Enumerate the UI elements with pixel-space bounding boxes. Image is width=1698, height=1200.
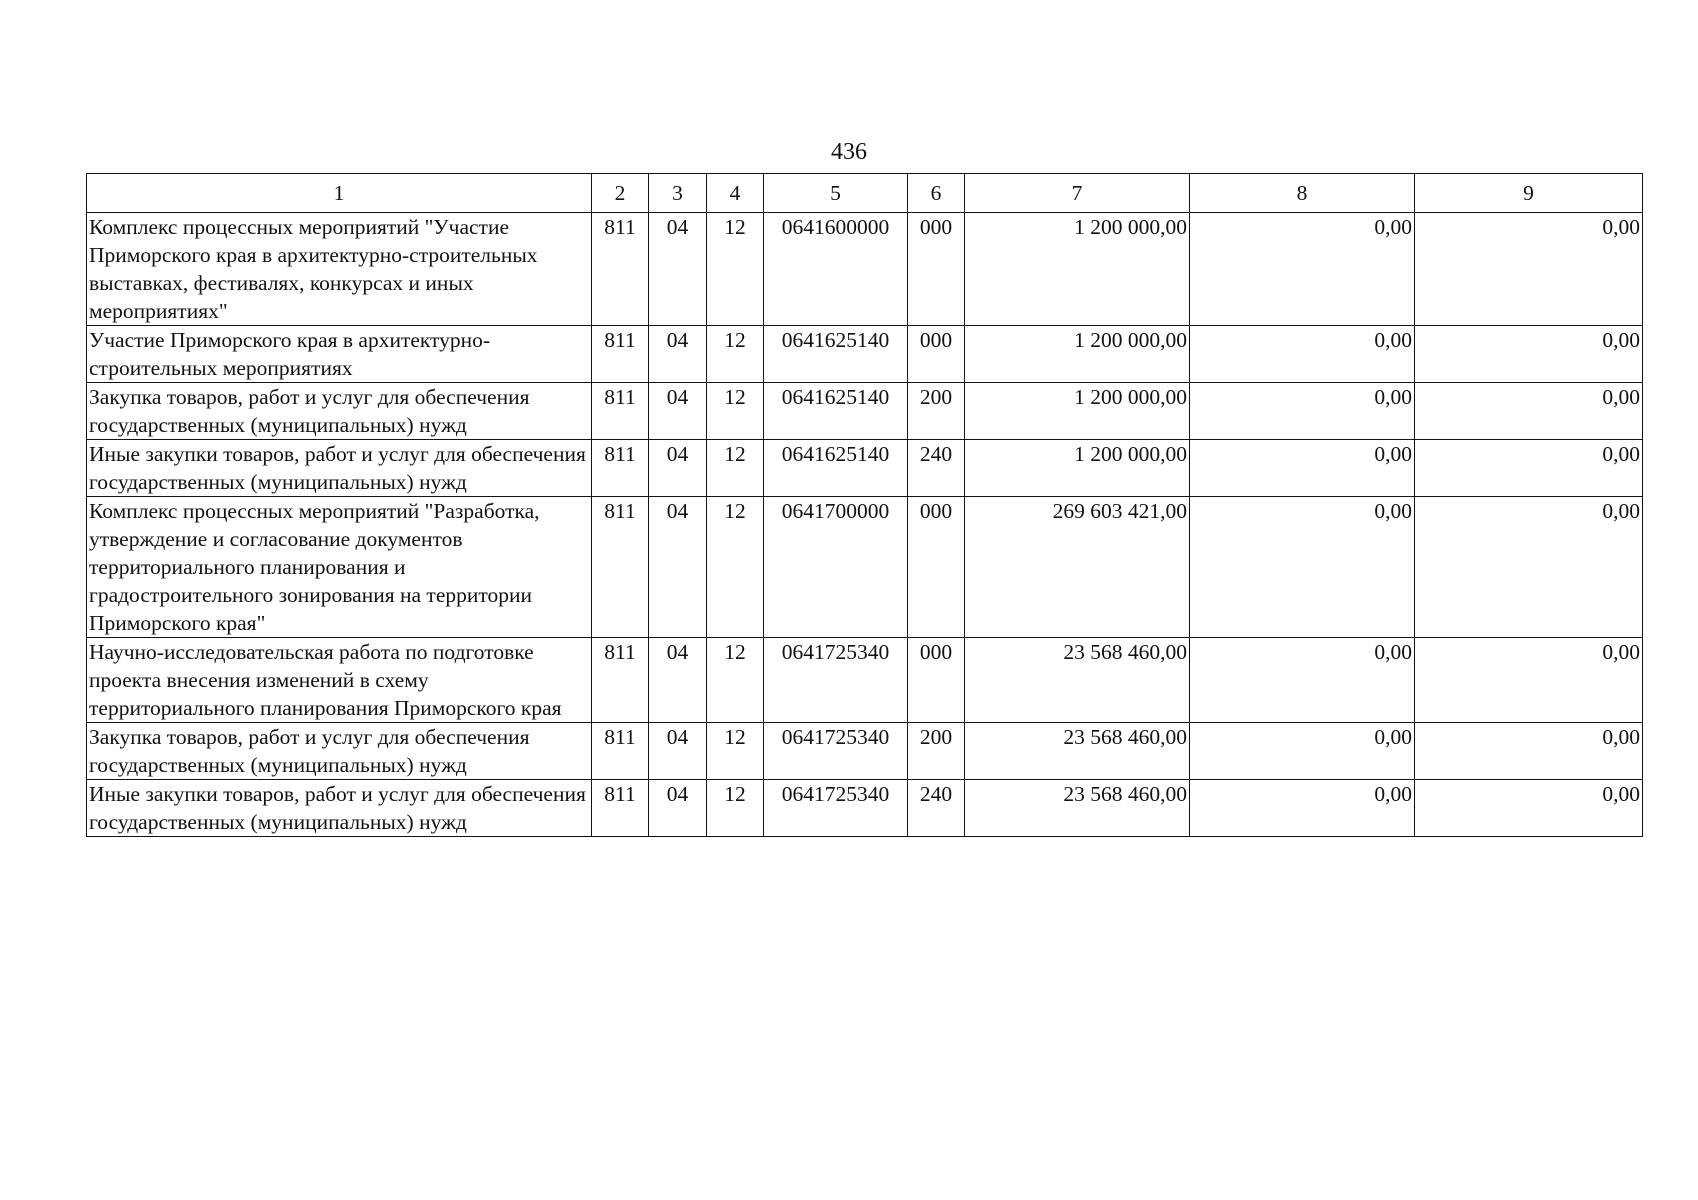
row-col-8: 0,00 bbox=[1190, 326, 1415, 383]
row-col-2: 811 bbox=[592, 780, 649, 837]
row-col-9: 0,00 bbox=[1415, 497, 1643, 638]
header-col-1: 1 bbox=[87, 174, 592, 213]
row-col-9: 0,00 bbox=[1415, 780, 1643, 837]
row-col-6: 200 bbox=[908, 383, 965, 440]
row-col-2: 811 bbox=[592, 638, 649, 723]
row-col-2: 811 bbox=[592, 213, 649, 326]
row-col-2: 811 bbox=[592, 326, 649, 383]
row-col-6: 200 bbox=[908, 723, 965, 780]
row-col-7: 23 568 460,00 bbox=[965, 638, 1190, 723]
row-name: Закупка товаров, работ и услуг для обеспечения государственных (муниципальных) нужд bbox=[87, 383, 592, 440]
row-col-6: 000 bbox=[908, 326, 965, 383]
row-col-7: 1 200 000,00 bbox=[965, 440, 1190, 497]
header-col-6: 6 bbox=[908, 174, 965, 213]
row-col-3: 04 bbox=[649, 440, 707, 497]
row-col-5: 0641725340 bbox=[764, 723, 908, 780]
row-name: Участие Приморского края в архитектурно-строительных мероприятиях bbox=[87, 326, 592, 383]
row-col-6: 240 bbox=[908, 440, 965, 497]
row-col-4: 12 bbox=[707, 440, 764, 497]
row-col-3: 04 bbox=[649, 497, 707, 638]
header-col-8: 8 bbox=[1190, 174, 1415, 213]
row-col-7: 23 568 460,00 bbox=[965, 723, 1190, 780]
row-name: Закупка товаров, работ и услуг для обеспечения государственных (муниципальных) нужд bbox=[87, 723, 592, 780]
row-col-3: 04 bbox=[649, 723, 707, 780]
row-col-8: 0,00 bbox=[1190, 780, 1415, 837]
row-col-2: 811 bbox=[592, 497, 649, 638]
row-col-8: 0,00 bbox=[1190, 213, 1415, 326]
header-col-4: 4 bbox=[707, 174, 764, 213]
row-col-2: 811 bbox=[592, 440, 649, 497]
budget-table bbox=[86, 173, 1643, 837]
row-name: Научно-исследовательская работа по подготовке проекта внесения изменений в схему территориального планирования Приморского края bbox=[87, 638, 592, 723]
table-row bbox=[87, 780, 1643, 837]
row-col-5: 0641725340 bbox=[764, 780, 908, 837]
row-col-4: 12 bbox=[707, 723, 764, 780]
row-name: Комплекс процессных мероприятий "Участие Приморского края в архитектурно-строительных выставках, фестивалях, конкурсах и иных мероприятиях" bbox=[87, 213, 592, 326]
row-col-7: 1 200 000,00 bbox=[965, 383, 1190, 440]
row-col-5: 0641700000 bbox=[764, 497, 908, 638]
row-col-9: 0,00 bbox=[1415, 383, 1643, 440]
row-col-3: 04 bbox=[649, 780, 707, 837]
row-col-5: 0641625140 bbox=[764, 383, 908, 440]
row-col-9: 0,00 bbox=[1415, 440, 1643, 497]
row-col-9: 0,00 bbox=[1415, 326, 1643, 383]
header-col-2: 2 bbox=[592, 174, 649, 213]
row-col-9: 0,00 bbox=[1415, 638, 1643, 723]
header-col-3: 3 bbox=[649, 174, 707, 213]
row-col-5: 0641600000 bbox=[764, 213, 908, 326]
table-row bbox=[87, 497, 1643, 638]
row-col-4: 12 bbox=[707, 780, 764, 837]
row-name: Иные закупки товаров, работ и услуг для обеспечения государственных (муниципальных) нужд bbox=[87, 440, 592, 497]
row-col-3: 04 bbox=[649, 213, 707, 326]
row-col-5: 0641625140 bbox=[764, 326, 908, 383]
row-col-8: 0,00 bbox=[1190, 497, 1415, 638]
row-col-6: 000 bbox=[908, 638, 965, 723]
row-col-4: 12 bbox=[707, 638, 764, 723]
page-number: 436 bbox=[831, 139, 867, 165]
row-name: Комплекс процессных мероприятий "Разработка, утверждение и согласование документов территориального планирования и градостроительного зонирования на территории Приморского края" bbox=[87, 497, 592, 638]
row-col-6: 000 bbox=[908, 213, 965, 326]
table-row bbox=[87, 638, 1643, 723]
row-col-5: 0641725340 bbox=[764, 638, 908, 723]
table-row bbox=[87, 723, 1643, 780]
row-col-3: 04 bbox=[649, 326, 707, 383]
row-col-4: 12 bbox=[707, 326, 764, 383]
table-row bbox=[87, 383, 1643, 440]
row-col-6: 240 bbox=[908, 780, 965, 837]
row-col-9: 0,00 bbox=[1415, 213, 1643, 326]
row-col-3: 04 bbox=[649, 383, 707, 440]
row-name: Иные закупки товаров, работ и услуг для обеспечения государственных (муниципальных) нужд bbox=[87, 780, 592, 837]
row-col-6: 000 bbox=[908, 497, 965, 638]
row-col-2: 811 bbox=[592, 383, 649, 440]
row-col-4: 12 bbox=[707, 213, 764, 326]
header-col-7: 7 bbox=[965, 174, 1190, 213]
row-col-9: 0,00 bbox=[1415, 723, 1643, 780]
row-col-4: 12 bbox=[707, 497, 764, 638]
row-col-7: 269 603 421,00 bbox=[965, 497, 1190, 638]
row-col-8: 0,00 bbox=[1190, 723, 1415, 780]
row-col-7: 1 200 000,00 bbox=[965, 213, 1190, 326]
table-row bbox=[87, 326, 1643, 383]
header-col-5: 5 bbox=[764, 174, 908, 213]
row-col-7: 1 200 000,00 bbox=[965, 326, 1190, 383]
header-row bbox=[87, 174, 1643, 213]
table-row bbox=[87, 213, 1643, 326]
row-col-7: 23 568 460,00 bbox=[965, 780, 1190, 837]
row-col-8: 0,00 bbox=[1190, 383, 1415, 440]
row-col-2: 811 bbox=[592, 723, 649, 780]
row-col-8: 0,00 bbox=[1190, 638, 1415, 723]
row-col-8: 0,00 bbox=[1190, 440, 1415, 497]
row-col-4: 12 bbox=[707, 383, 764, 440]
row-col-5: 0641625140 bbox=[764, 440, 908, 497]
table-row bbox=[87, 440, 1643, 497]
row-col-3: 04 bbox=[649, 638, 707, 723]
header-col-9: 9 bbox=[1415, 174, 1643, 213]
